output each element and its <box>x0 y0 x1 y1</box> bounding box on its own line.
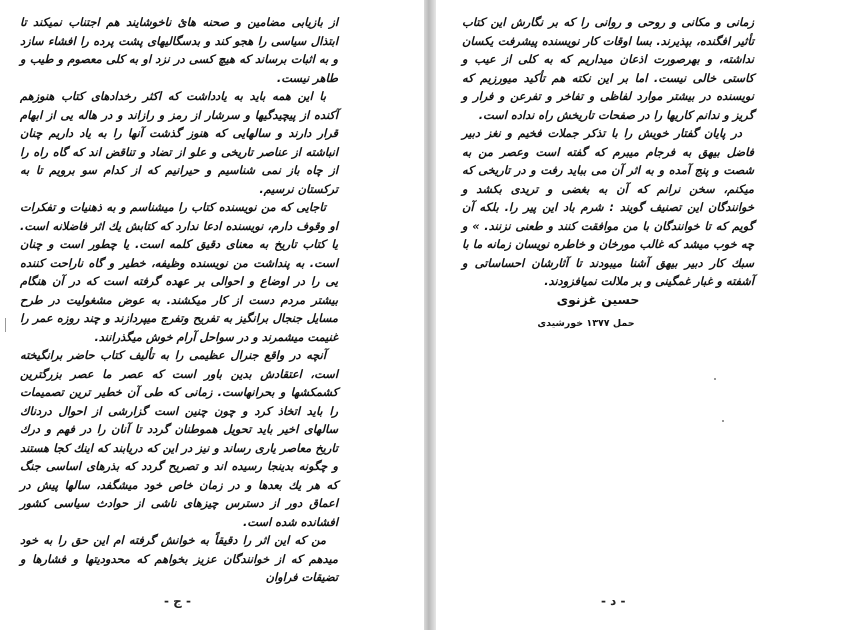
paragraph: زمانی و مکانی و روحی و روانی را که بر نگارش این کتاب تأثیر افگنده، بپذیرند. بسا اوقات کار نویسنده پیشرفت یکسان نداشته، و بهرصورت اذعان میداریم که به کلی از عیب و کاستی خالی نیست. اما بر این نکته هم تأکید میورزیم که نویسنده در بیشتر موارد لفاظی و تفاخر و تفرعن و فرار و گریز و ندانم کاریها را در صفحات تاریخش راه نداده است. <box>462 15 754 122</box>
page-number: - د - <box>601 594 626 608</box>
page-number: - ج - <box>164 594 191 608</box>
paragraph: با این همه باید به یادداشت که اکثر رخدادهای کتاب هنوزهم آکنده از پیچیدگیها و سرشار از رمز و رازاند و در هاله یی از ابهام قرار دارند و سالهایی که هنوز گذشت آنها را به یاد داریم چنان انباشته از عناصر تاریخی و علو از تضاد و تناقض اند که گاه راه را از چاه باز نمی شناسیم و حیرانیم که از کدام سو برویم تا به ترکستان نرسیم. <box>20 89 338 196</box>
paragraph: تاجایی که من نویسنده کتاب را میشناسم و به ذهنیات و تفکرات او وقوف دارم، نویسنده ادعا ندارد که کتابش یك اثر فاضلانه است. یا کتاب تاریخ به معنای دقیق کلمه است. یا چطور است و چنان است. به پنداشت من نویسنده وظیفه، خطیر و گاه ناراحت کننده یی را در اوضاع و احوالی بر عهده گرفته است که در آن هنگام بیشتر مردم دست از کار میکشند. به عوض مشغولیت در طرح مسایل جنجال برانگیز به تفریح وتفرج میپردازند و چند روزه عمر را غنیمت میشمرند و در سواحل آرام خوش میگذرانند. <box>20 200 338 344</box>
scan-mark <box>5 318 6 332</box>
book-gutter <box>424 0 436 630</box>
right-page-body <box>462 13 754 291</box>
left-page-body <box>20 13 338 587</box>
scan-speck <box>714 378 716 380</box>
paragraph: من که این اثر را دقیقاً به خوانش گرفته ام این حق را به خود میدهم که از خوانندگان عزیز بخواهم که محدودیتها و فشارها و تضیقات فراوان <box>20 533 338 584</box>
right-page <box>436 0 857 630</box>
paragraph: در پایان گفتار خویش را با تذکر جملات فخیم و نغز دبیر فاضل بیهق به فرجام میبرم که گفته است وعصر من به شصت و پنج آمده و به اثر آن می بباید رفت و در تاریخی که میکنم، سخن نرانم که آن به بغضی و تریدی بکشد و خوانندگان این تصنیف گویند : شرم باد این پیر را. بلکه آن گویم که تا خوانندگان با من موافقت کنند و طعنی نزنند. » و چه خوب میشد که غالب مورخان و خاطره نویسان زمانه ما با سبك کار دبیر بیهق آشنا میبودند تا آثارشان احساساتی و آشفته و غبار غمگینی و بر ملالت نمیافزودند. <box>462 126 754 288</box>
left-page <box>0 0 424 630</box>
paragraph: از بازیابی مضامین و صحنه هایٔ ناخوشایند هم اجتناب نمیکند تا ابتذال سیاسی را هجو کند و بدسگالیهای پشت پرده را افشاء سازد و به اثبات برساند که هیچ کسی در نزد او به کلی معصوم و طیب و طاهر نیست. <box>20 15 338 85</box>
paragraph: آنچه در واقع جنرال عظیمی را به تألیف کتاب حاضر برانگیخته است، اعتقادش بدین باور است که عصر ما عصر بزرگترین کشمکشها و بحرانهاست. زمانی که طی آن خطیر ترین تصمیمات را باید اتخاذ کرد و چون چنین است گزارشی از احوال دردناك سالهای اخیر باید تحویل هموطنان گردد تا آنان را در فهم و درك تاریخ معاصر یاری رساند و نیز در این که دریابند که اینك کجا هستند و چگونه بدینجا رسیده اند و تصریح گردد که بذرهای اساسی جنگ که هر یك بعدها و در زمان خاص خود میشگفد، سالها پیش در اعماق دور از دسترس چیزهای ناشی از حوادث سیاسی کشور افشانده شده است. <box>20 348 338 529</box>
signature-name: حسین غزنوی <box>556 292 640 307</box>
scan-speck <box>722 420 724 422</box>
signature-date: حمل ۱۳۷۷ خورشیدی <box>537 318 635 329</box>
